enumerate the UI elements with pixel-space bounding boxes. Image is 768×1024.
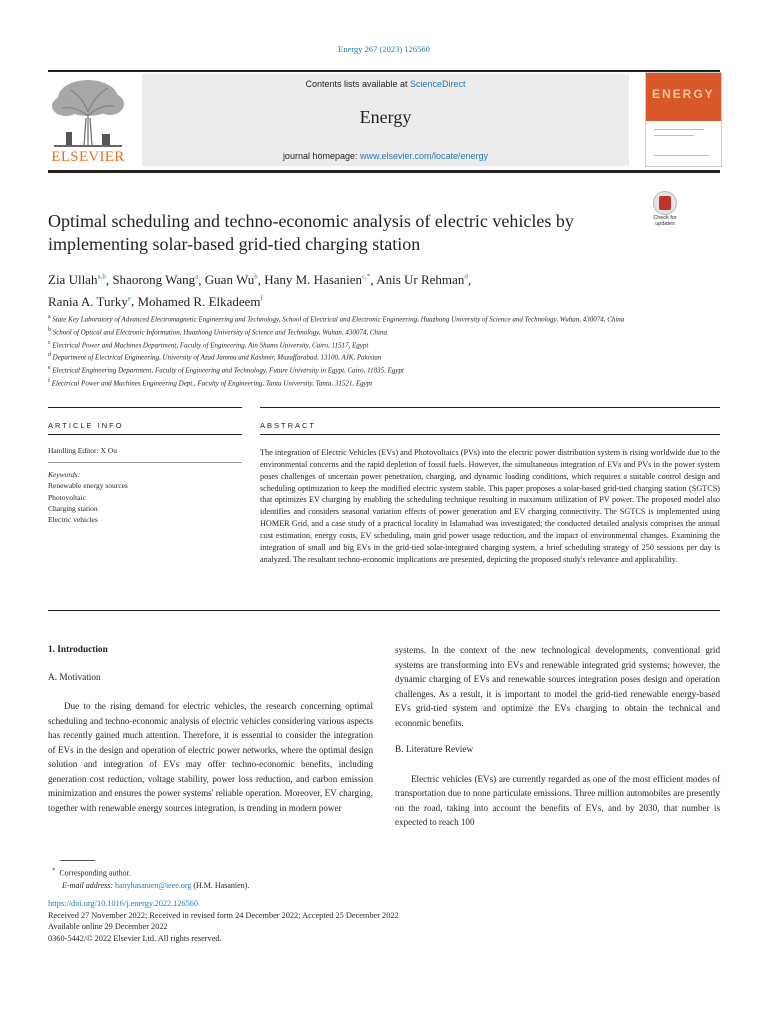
received-dates: Received 27 November 2022; Received in revised form 24 December 2022; Accepted 25 December 2022 [48, 910, 399, 920]
check-for-updates-button[interactable] [645, 191, 685, 231]
paragraph: Due to the rising demand for electric vehicles, the research concerning optimal scheduling and techno-economic analysis of electric vehicles considering various aspects has recently gained much attention. Therefore, it is essential to consider the integration of EVs in the design and operation of electric power networks, where the optimal design solution and integration of EVs may offer techno-economic benefits, including generation cost reduction, voltage stability, power loss reduction, and carbon emission minimization and ensures the power systems' reliable operation. Moreover, EV charging, together with renewable energy sources integration, is trending in modern power [48, 701, 373, 813]
author[interactable]: Shaorong Wang$^a$ [112, 272, 199, 288]
publisher-name: ELSEVIER [51, 149, 125, 165]
cover-line [654, 155, 709, 156]
divider [260, 407, 720, 408]
body-column-left [48, 643, 373, 815]
divider [48, 434, 242, 435]
contents-line [142, 79, 629, 89]
affiliation: $^e$ Electrical Engineering Department, Faculty of Engineering and Technology, Future University in Egypt, Cairo, 11835, Egypt [48, 365, 404, 375]
divider [48, 462, 242, 463]
check-updates-icon [653, 191, 677, 215]
cover-line [654, 129, 704, 130]
divider [48, 610, 720, 611]
email-link[interactable]: hanyhasanien@ieee.org [115, 880, 192, 890]
online-date: Available online 29 December 2022 [48, 922, 168, 931]
article-info-heading: ARTICLE INFO [48, 421, 124, 430]
keywords-heading: Keywords: [48, 470, 81, 479]
divider [260, 434, 720, 435]
homepage-prefix: journal homepage: [282, 151, 360, 161]
affiliation: $^a$ State Key Laboratory of Advanced Electromagnetic Engineering and Technology, School of Electrical and Electronic Engineering, Huazhong University of Science and Technology, Wuhan, 430074, China [48, 314, 625, 324]
affiliation-list [48, 312, 648, 389]
affiliation: $^c$ Electrical Power and Machines Department, Faculty of Engineering, Ain Shams University, Cairo, 11517, Egypt [48, 339, 369, 349]
email-note: E-mail address: hanyhasanien@ieee.org (H.M. Hasanien). [62, 880, 250, 890]
contents-prefix: Contents lists available at [305, 79, 411, 89]
journal-title: Energy [359, 107, 412, 127]
abstract-heading: ABSTRACT [260, 421, 317, 430]
author-list: Zia Ullah$^{a,b}$, Shaorong Wang$^a$, Guan Wu$^b$, Hany M. Hasanien$^{c,*}$, Anis Ur Rehman$^d$, Rania A. Turky$^e$, Mohamed R. Elkadeem$^f$ [48, 272, 472, 309]
keyword: Photovoltaic [48, 492, 86, 502]
keyword: Renewable energy sources [48, 481, 128, 491]
author[interactable]: Anis Ur Rehman$^d$ [376, 272, 468, 288]
divider [48, 407, 242, 408]
cover-line [654, 135, 694, 136]
paper-title [48, 210, 618, 256]
paragraph: Electric vehicles (EVs) are currently regarded as one of the most efficient modes of transportation due to none particulate emissions. Three million automobiles are presently on the road, taking into account the benefits of EVs, and by 2030, that number is expected to reach 100 [395, 773, 720, 827]
journal-cover-image[interactable] [645, 72, 722, 167]
section-heading: 1. Introduction [48, 645, 108, 655]
journal-citation[interactable]: Energy 267 (2023) 126560 [338, 44, 430, 54]
corresponding-note: * Corresponding author. [52, 867, 131, 878]
keyword-list [48, 469, 242, 525]
paragraph: systems. In the context of the new technological developments, conventional grid systems are transforming into EVs and renewable integrated grid systems; however, the dynamic charging of EVs and renewable sources integration poses design and operation challenges. As a result, it is important to model the grid-tied renewable energy-based EVs grid-tied system and optimize the EVs charging to obtain the technical and economic benefits. [395, 645, 720, 728]
sciencedirect-link[interactable]: ScienceDirect [410, 79, 466, 89]
subsection-heading: B. Literature Review [395, 745, 474, 755]
doi-link[interactable]: https://doi.org/10.1016/j.energy.2022.126560 [48, 899, 199, 908]
author[interactable]: Hany M. Hasanien$^{c,*}$ [264, 272, 371, 288]
handling-editor: Handling Editor: X Ou [48, 446, 117, 455]
affiliation: $^b$ School of Optical and Electronic Information, Huazhong University of Science and Technology, Wuhan, 430074, China [48, 326, 387, 337]
abstract-text: The integration of Electric Vehicles (EVs) and Photovoltaics (PVs) into the electric power distribution system is rising worldwide due to the environmental concerns and the rapid depletion of fossil fuels. However, the simultaneous integration of EVs and PVs in the power system poses challenges of uncertain power penetration, charging, and dynamic loading conditions, which requires a suitable control design and scheduling optimization to keep the modified electric system stable. This paper proposes a solar-based grid-tied charging station (SGTCS) that optimizes EV charging by enabling the scheduling technique resulting in maximum utilization of PV power. The proposed model also identifies and considers seasonal variation effects of power generation and EV charging connectivity. The SGTCS is implemented using HOMER Grid, and a case study of a practical locality in Islamabad was investigated; the conducted detailed analysis comprises the annual cost estimation, energy costs, EV scheduling, main grid power usage reduction, and the impact of environmental changes. Examining the integration of small and big EVs in the grid-tied solar-integrated charging system, a brief scheduling strategy of 250 sessions per day is analyzed. The resultant techno-economic implications are presented, depicting the proposed study's relevance and applicability. [260, 448, 720, 564]
publication-info [48, 898, 648, 944]
affiliation: $^d$ Department of Electrical Engineering, University of Azad Jammu and Kashmir, Muzaffarabad, 13100, AJK, Pakistan [48, 352, 382, 362]
paper-title-line: Optimal scheduling and techno-economic analysis of electric vehicles by [48, 211, 574, 231]
check-updates-label: Check for updates [653, 215, 677, 227]
author[interactable]: Rania A. Turky$^e$ [48, 293, 131, 309]
paper-title-line: implementing solar-based grid-tied charging station [48, 234, 421, 254]
keyword: Electric vehicles [48, 515, 98, 525]
author[interactable]: Zia Ullah$^{a,b}$ [48, 272, 106, 288]
masthead-top-rule [48, 70, 720, 72]
homepage-link[interactable]: www.elsevier.com/locate/energy [360, 151, 489, 161]
author[interactable]: Guan Wu$^b$ [204, 272, 258, 288]
subsection-heading: A. Motivation [48, 672, 101, 683]
keyword: Charging station [48, 503, 98, 513]
body-column-right [395, 643, 720, 830]
homepage-line [142, 151, 629, 161]
copyright: 0360-5442/© 2022 Elsevier Ltd. All rights reserved. [48, 933, 222, 943]
author[interactable]: Mohamed R. Elkadeem$^f$ [137, 293, 263, 309]
footnote-rule [60, 860, 95, 861]
cover-word: ENERGY [652, 87, 715, 101]
masthead-bottom-rule [48, 170, 720, 173]
footnote [48, 865, 448, 892]
affiliation: $^f$ Electrical Power and Machines Engineering Dept., Faculty of Engineering, Tanta University, Tanta, 31521, Egypt [48, 378, 373, 388]
